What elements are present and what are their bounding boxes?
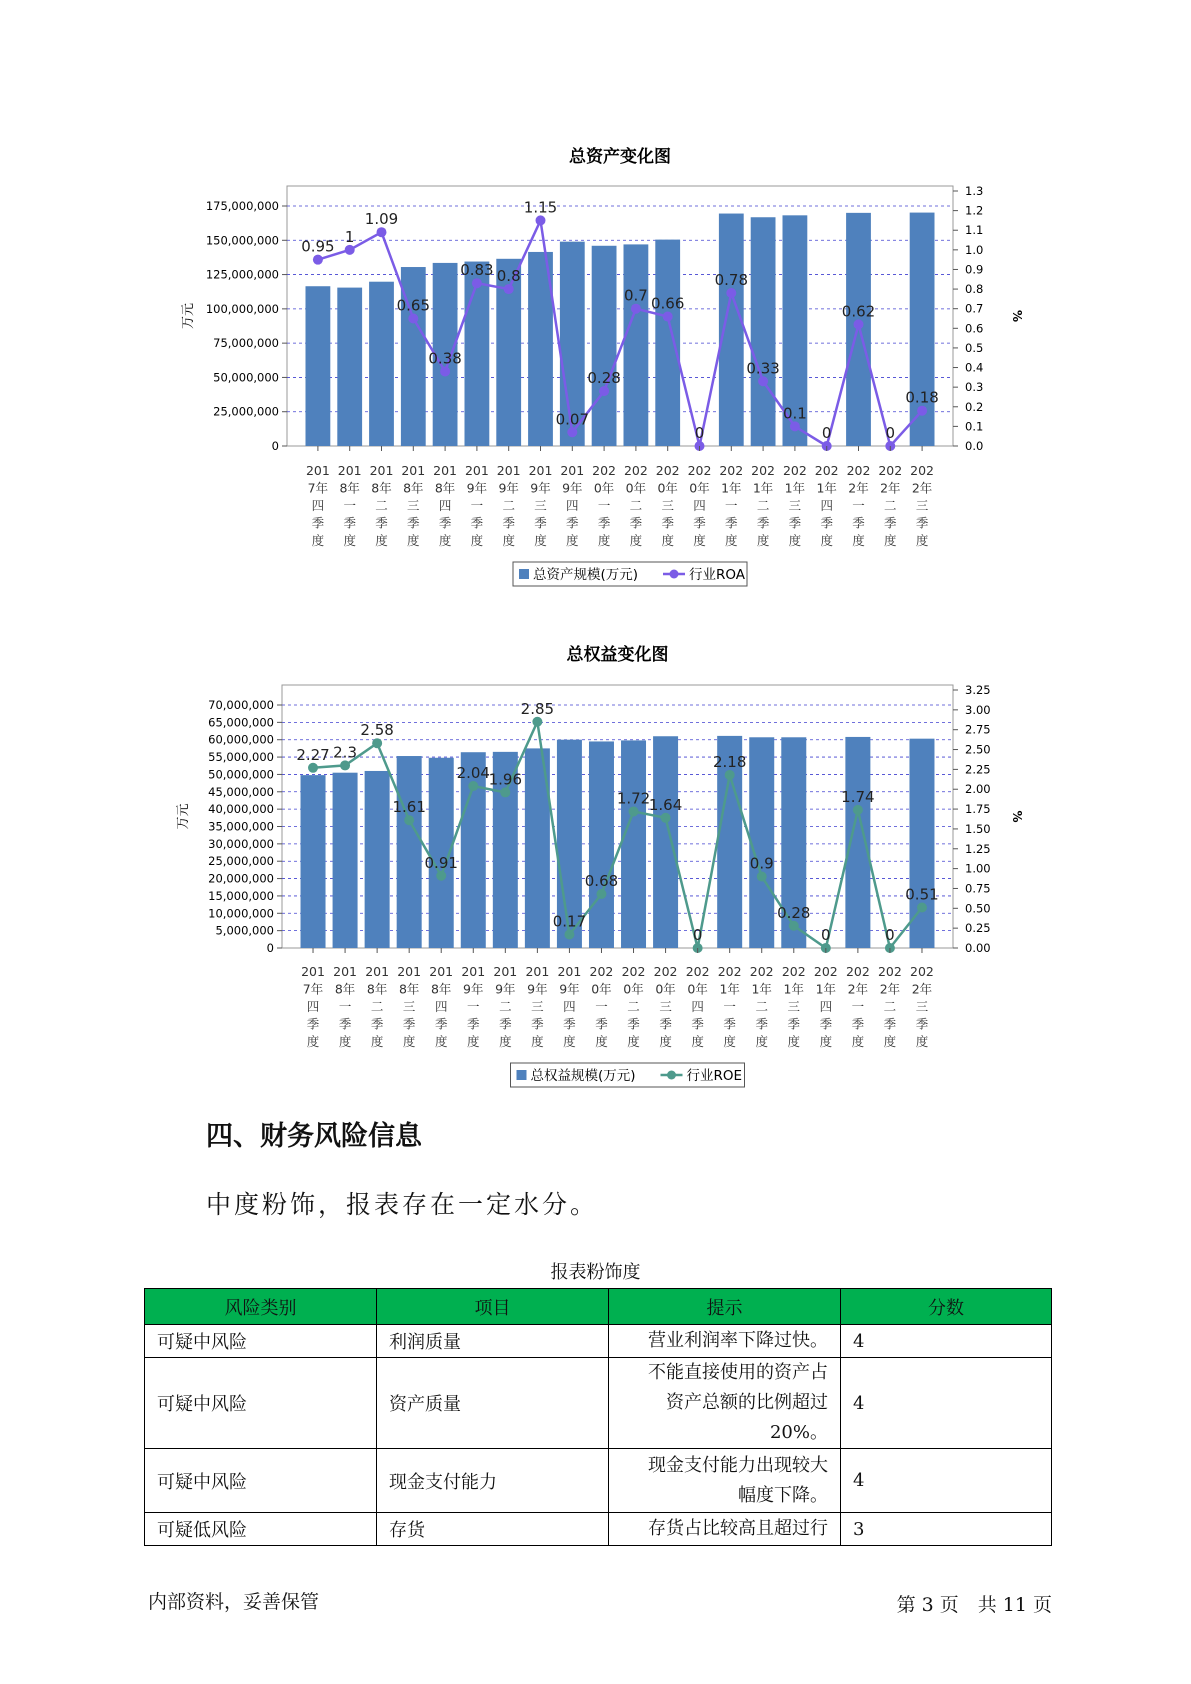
y-tick-label: 20,000,000 [208, 871, 274, 886]
line-point [468, 781, 478, 791]
x-tick-label: 202 0年四季度 [685, 964, 710, 1049]
x-tick-label: 201 7年四季度 [301, 964, 325, 1049]
risk-item-cell: 存货 [377, 1513, 609, 1546]
x-tick-label: 202 1年一季度 [717, 964, 742, 1049]
x-tick-label: 202 1年四季度 [813, 964, 838, 1049]
data-label: 0.51 [905, 885, 939, 904]
x-tick-label: 202 0年一季度 [592, 463, 617, 548]
x-tick-label: 202 0年四季度 [687, 463, 712, 548]
data-label: 0.28 [587, 369, 621, 388]
data-label: 0.66 [650, 294, 685, 313]
x-tick-label: 202 1年一季度 [719, 463, 744, 548]
y2-tick-label: 0.50 [965, 901, 991, 916]
x-tick-label: 201 9年二季度 [493, 964, 518, 1049]
data-label: 0.17 [552, 912, 587, 931]
risk-hint-cell [609, 1358, 841, 1449]
data-label: 0.38 [428, 349, 462, 368]
line-point [372, 738, 382, 748]
y-tick-label: 0 [266, 941, 274, 955]
bar [589, 741, 614, 948]
y2-tick-label: 1.2 [965, 203, 984, 218]
bar [333, 773, 358, 948]
line-point [596, 889, 606, 899]
x-tick-label: 202 2年一季度 [845, 964, 870, 1049]
risk-category-cell: 可疑中风险 [145, 1358, 377, 1449]
risk-category-cell: 可疑低风险 [145, 1513, 377, 1546]
y-tick-label: 175,000,000 [205, 199, 279, 213]
x-tick-label: 202 1年四季度 [814, 463, 839, 548]
line-point [340, 760, 350, 770]
risk-hint-line: 现金支付能力出现较大 [648, 1454, 828, 1476]
legend-line-label: 行业ROE [686, 1068, 743, 1084]
data-label: 0 [694, 424, 705, 442]
line-point [629, 806, 639, 816]
table-row [145, 1513, 1052, 1546]
data-label: 0.33 [746, 359, 780, 378]
y-tick-label: 15,000,000 [208, 888, 274, 903]
x-tick-label: 201 9年二季度 [496, 463, 521, 548]
x-tick-label: 202 2年三季度 [910, 964, 934, 1049]
risk-hint-line: 不能直接使用的资产占 [648, 1362, 828, 1383]
line-point [757, 872, 767, 882]
table-row [145, 1325, 1052, 1358]
data-label: 1.96 [488, 770, 523, 789]
x-tick-label: 202 0年三季度 [653, 964, 678, 1049]
data-label: 0.9 [749, 854, 774, 873]
y2-tick-label: 0.2 [965, 399, 984, 414]
data-label: 1.74 [841, 787, 875, 806]
footer-confidential: 内部资料，妥善保管 [148, 1591, 320, 1613]
y2-tick-label: 1.25 [965, 841, 991, 856]
data-label: 2.27 [296, 745, 330, 764]
y2-tick-label: 0.7 [965, 301, 984, 316]
y-tick-label: 5,000,000 [215, 923, 274, 938]
risk-item-cell: 资产质量 [377, 1358, 609, 1449]
y2-tick-label: 0.75 [965, 881, 991, 896]
data-label: 0.65 [396, 296, 431, 315]
x-tick-label: 202 1年二季度 [749, 964, 774, 1049]
data-label: 0.91 [424, 853, 458, 872]
y-tick-label: 10,000,000 [208, 906, 274, 921]
risk-item-cell: 利润质量 [377, 1325, 609, 1358]
data-label: 0.78 [714, 271, 749, 289]
y-tick-label: 25,000,000 [213, 404, 279, 419]
risk-hint-line: 幅度下降。 [738, 1484, 828, 1506]
line-point [661, 813, 671, 823]
x-tick-label: 202 0年三季度 [655, 463, 680, 548]
y2-tick-label: 0.3 [965, 380, 984, 395]
x-tick-label: 201 9年三季度 [525, 964, 550, 1049]
bar [365, 771, 390, 948]
x-tick-label: 202 0年二季度 [623, 463, 648, 548]
data-label: 0.07 [555, 410, 590, 429]
y2-tick-label: 3.25 [965, 683, 991, 697]
col-header-item: 项目 [377, 1289, 609, 1325]
y-tick-label: 40,000,000 [208, 802, 274, 817]
bar [749, 737, 774, 948]
risk-category-cell: 可疑中风险 [145, 1325, 377, 1358]
data-label: 2.18 [712, 752, 747, 771]
risk-item-cell: 现金支付能力 [377, 1449, 609, 1513]
col-header-hint: 提示 [609, 1289, 841, 1325]
y-tick-label: 70,000,000 [208, 698, 274, 712]
y-tick-label: 60,000,000 [208, 732, 274, 747]
legend-line-marker [667, 1071, 676, 1080]
x-tick-label: 201 8年三季度 [397, 964, 422, 1049]
table-row [145, 1358, 1052, 1449]
y-tick-label: 150,000,000 [205, 233, 279, 248]
x-tick-label: 201 7年四季度 [305, 463, 330, 548]
x-tick-label: 202 1年二季度 [751, 463, 776, 548]
y-tick-label: 25,000,000 [208, 854, 274, 869]
line-point [564, 930, 574, 940]
line-point [853, 805, 863, 815]
data-label: 1.64 [648, 795, 683, 814]
risk-hint-cell [609, 1513, 841, 1546]
x-tick-label: 202 1年三季度 [781, 964, 806, 1049]
data-label: 2.58 [360, 721, 394, 740]
risk-score-cell: 3 [841, 1513, 1052, 1546]
legend-bar-swatch [517, 1070, 527, 1080]
data-label: 1.15 [523, 198, 558, 217]
bar [397, 756, 422, 948]
data-label: 0.62 [841, 302, 876, 321]
data-label: 0.68 [584, 872, 619, 891]
data-label: 0 [885, 926, 895, 944]
data-label: 1.09 [364, 210, 399, 229]
x-tick-label: 201 9年四季度 [560, 463, 585, 548]
y2-tick-label: 0.6 [965, 321, 984, 336]
y-tick-label: 35,000,000 [208, 819, 274, 834]
risk-table [144, 1288, 1052, 1546]
y-tick-label: 0 [271, 439, 279, 453]
x-tick-label: 201 9年三季度 [528, 463, 553, 548]
y2-tick-label: 0.1 [965, 419, 984, 434]
risk-summary: 中度粉饰，报表存在一定水分。 [206, 1190, 599, 1219]
data-label: 0.18 [905, 388, 939, 407]
y2-tick-label: 1.1 [965, 223, 984, 238]
y-tick-label: 50,000,000 [213, 370, 279, 385]
risk-hint-cell [609, 1325, 841, 1358]
line-point [436, 871, 446, 881]
risk-score-cell: 4 [841, 1358, 1052, 1449]
risk-hint-line: 资产总额的比例超过20%。 [666, 1392, 828, 1443]
data-label: 0 [821, 926, 831, 944]
y2-tick-label: 1.0 [965, 242, 984, 257]
x-tick-label: 201 8年四季度 [429, 964, 454, 1049]
y-tick-label: 75,000,000 [213, 336, 279, 351]
y2-axis-label: % [1010, 309, 1024, 323]
x-tick-label: 202 2年一季度 [846, 463, 871, 548]
data-label: 1 [344, 227, 355, 246]
line-point [404, 815, 414, 825]
risk-hint-cell [609, 1449, 841, 1513]
y2-tick-label: 3.00 [965, 702, 991, 717]
x-tick-label: 201 9年一季度 [464, 463, 489, 548]
data-label: 1.72 [616, 789, 651, 808]
x-tick-label: 202 0年二季度 [621, 964, 646, 1049]
data-label: 0.8 [496, 267, 521, 286]
risk-score-cell: 4 [841, 1325, 1052, 1358]
data-label: 2.85 [520, 699, 555, 718]
section-title: 四、财务风险信息 [206, 1121, 422, 1152]
x-tick-label: 201 9年一季度 [461, 964, 486, 1049]
x-tick-label: 201 8年一季度 [337, 463, 362, 548]
risk-hint-line: 存货占比较高且超过行 [648, 1518, 828, 1539]
y2-axis-label: % [1010, 810, 1024, 823]
y2-tick-label: 0.5 [965, 340, 984, 355]
y-tick-label: 100,000,000 [205, 301, 279, 316]
y2-tick-label: 1.00 [965, 861, 991, 876]
x-tick-label: 201 8年二季度 [365, 964, 390, 1049]
y2-tick-label: 2.75 [965, 722, 991, 737]
data-label: 0.28 [777, 903, 811, 922]
table-caption: 报表粉饰度 [550, 1262, 641, 1283]
y-tick-label: 65,000,000 [208, 715, 274, 730]
y-axis-label: 万元 [181, 302, 196, 330]
y2-tick-label: 2.50 [965, 742, 991, 757]
table-header-row [145, 1289, 1052, 1325]
line-point [532, 717, 542, 727]
data-label: 2.04 [456, 764, 490, 783]
col-header-category: 风险类别 [145, 1289, 377, 1325]
line-point [500, 787, 510, 797]
data-label: 0 [692, 926, 703, 944]
x-tick-label: 201 9年四季度 [557, 964, 582, 1049]
data-label: 0 [821, 424, 832, 442]
y2-tick-label: 2.00 [965, 782, 991, 797]
risk-hint-line: 营业利润率下降过快。 [648, 1330, 828, 1351]
y2-tick-label: 2.25 [965, 762, 991, 777]
data-label: 0.95 [301, 237, 335, 256]
data-label: 0 [885, 424, 896, 442]
risk-category-cell: 可疑中风险 [145, 1449, 377, 1513]
bar [653, 736, 678, 948]
line-point [308, 763, 318, 773]
line-point [725, 770, 735, 780]
legend-bar-label: 总权益规模(万元) [530, 1068, 636, 1084]
bar [621, 740, 646, 948]
y-tick-label: 55,000,000 [208, 750, 274, 765]
risk-score-cell: 4 [841, 1449, 1052, 1513]
data-label: 0.1 [782, 404, 807, 423]
data-label: 1.61 [392, 798, 426, 817]
bar [301, 775, 326, 948]
y2-tick-label: 0.00 [965, 941, 991, 955]
data-label: 0.7 [623, 286, 648, 305]
y-tick-label: 30,000,000 [208, 836, 274, 851]
y2-tick-label: 0.8 [965, 282, 984, 297]
x-tick-label: 202 0年一季度 [589, 964, 614, 1049]
y2-tick-label: 0.0 [965, 439, 984, 453]
y-tick-label: 50,000,000 [208, 767, 274, 782]
y-tick-label: 125,000,000 [205, 267, 279, 282]
page-number: 第 3 页 共 11 页 [896, 1594, 1052, 1616]
x-tick-label: 202 2年二季度 [877, 964, 902, 1049]
line-point [917, 903, 927, 913]
data-label: 0.83 [460, 261, 494, 280]
data-label: 2.3 [333, 743, 358, 762]
y2-tick-label: 0.25 [965, 921, 991, 936]
legend-line-label: 行业ROA [689, 567, 746, 583]
y2-tick-label: 0.4 [965, 360, 984, 375]
x-tick-label: 202 1年三季度 [782, 463, 807, 548]
table-row [145, 1449, 1052, 1513]
x-tick-label: 201 8年四季度 [433, 463, 458, 548]
line-point [789, 921, 799, 931]
col-header-score: 分数 [841, 1289, 1052, 1325]
y2-tick-label: 1.75 [965, 802, 991, 817]
legend-bar-label: 总资产规模(万元) [533, 567, 639, 583]
chart-title: 总权益变化图 [566, 645, 669, 665]
x-tick-label: 201 8年一季度 [333, 964, 358, 1049]
x-tick-label: 202 2年三季度 [910, 463, 935, 548]
y2-tick-label: 1.3 [965, 184, 984, 198]
y2-tick-label: 1.50 [965, 821, 991, 836]
x-tick-label: 202 2年二季度 [878, 463, 903, 548]
x-tick-label: 201 8年三季度 [401, 463, 426, 548]
y-tick-label: 45,000,000 [208, 784, 274, 799]
chart-title: 总资产变化图 [569, 147, 671, 167]
y2-tick-label: 0.9 [965, 262, 984, 277]
x-tick-label: 201 8年二季度 [369, 463, 394, 548]
y-axis-label: 万元 [176, 803, 191, 830]
